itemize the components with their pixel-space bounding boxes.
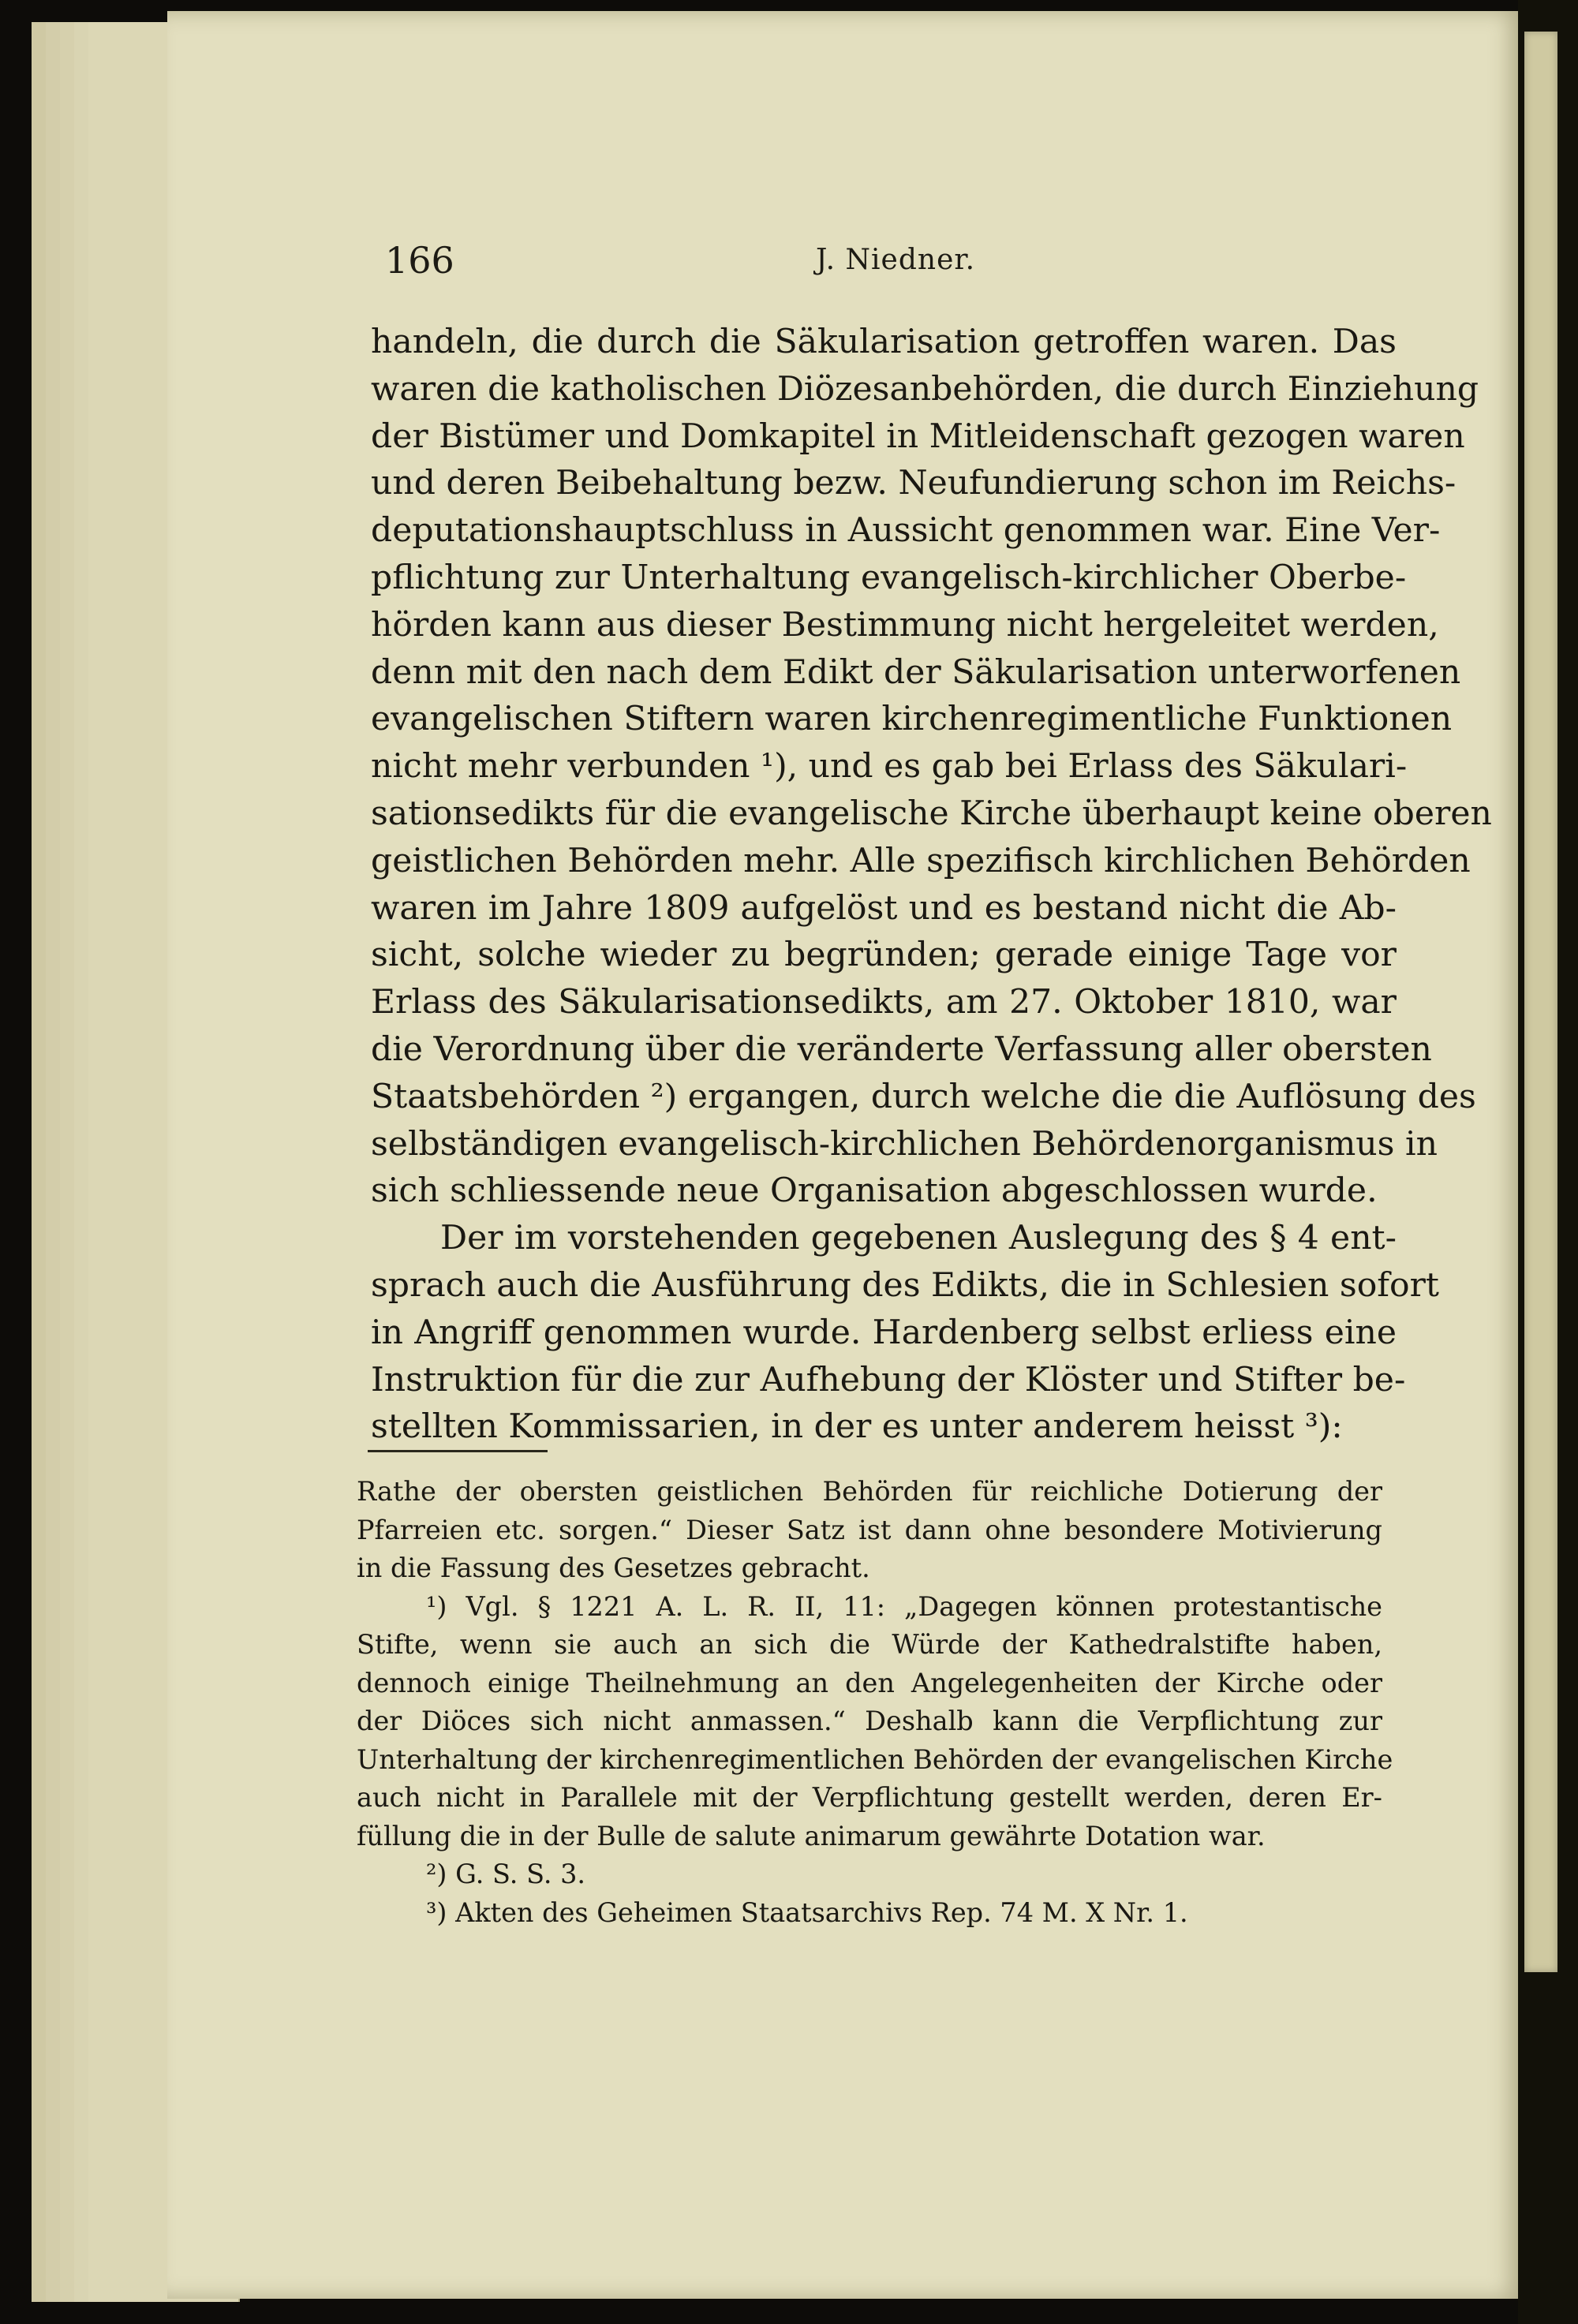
footnotes: [357, 1473, 1393, 1932]
body-line: geistlichen Behörden mehr. Alle spezifisch kirchlichen Behörden: [371, 841, 1471, 880]
body-line: handeln, die durch die Säkularisation getroffen waren. Das: [371, 323, 1397, 361]
body-line: selbständigen evangelisch-kirchlichen Behördenorganismus in: [371, 1124, 1438, 1164]
footnote-line: Unterhaltung der kirchenregimentlichen Behörden der evangelischen Kirche: [357, 1743, 1393, 1775]
body-line: denn mit den nach dem Edikt der Säkularisation unterworfenen: [371, 652, 1461, 692]
body-line: und deren Beibehaltung bezw. Neufundierung schon im Reichs-: [371, 464, 1456, 503]
body-line: Instruktion für die zur Aufhebung der Klöster und Stifter be-: [371, 1360, 1406, 1399]
running-head-author: J. Niedner.: [816, 244, 976, 276]
book-spine: [1524, 32, 1557, 1972]
footnote-line: ¹) Vgl. § 1221 A. L. R. II, 11: „Dagegen können protestantische: [426, 1590, 1382, 1622]
running-head: [385, 235, 1411, 286]
body-line: stellten Kommissarien, in der es unter anderem heisst ³):: [371, 1407, 1343, 1447]
body-line: pflichtung zur Unterhaltung evangelisch-kirchlicher Oberbe-: [371, 558, 1407, 597]
body-line: Staatsbehörden ²) ergangen, durch welche die die Auflösung des: [371, 1077, 1476, 1116]
footnote-separator: [368, 1450, 548, 1452]
footnote-line: ³) Akten des Geheimen Staatsarchivs Rep. 74 M. X Nr. 1.: [426, 1896, 1188, 1928]
body-line: in Angriff genommen wurde. Hardenberg selbst erliess eine: [371, 1313, 1397, 1352]
footnote-line: dennoch einige Theilnehmung an den Angelegenheiten der Kirche oder: [357, 1667, 1382, 1698]
footnote-line: auch nicht in Parallele mit der Verpflichtung gestellt werden, deren Er-: [357, 1782, 1382, 1813]
body-line: sich schliessende neue Organisation abgeschlossen wurde.: [371, 1171, 1378, 1211]
page-number: 166: [385, 239, 454, 282]
body-line: nicht mehr verbunden ¹), und es gab bei Erlass des Säkulari-: [371, 747, 1408, 786]
footnote-line: füllung die in der Bulle de salute animarum gewährte Dotation war.: [357, 1820, 1266, 1851]
footnote-line: der Diöces sich nicht anmassen.“ Deshalb kann die Verpflichtung zur: [357, 1706, 1382, 1736]
footnote-line: Stifte, wenn sie auch an sich die Würde der Kathedralstifte haben,: [357, 1629, 1382, 1660]
body-line: waren die katholischen Diözesanbehörden, die durch Einziehung: [371, 369, 1479, 409]
footnote-line: Pfarreien etc. sorgen.“ Dieser Satz ist dann ohne besondere Motivierung: [357, 1514, 1382, 1545]
body-line: hörden kann aus dieser Bestimmung nicht hergeleitet werden,: [371, 605, 1439, 645]
body-line: die Verordnung über die veränderte Verfassung aller obersten: [371, 1029, 1432, 1069]
footnote-line: Rathe der obersten geistlichen Behörden für reichliche Dotierung der: [357, 1476, 1382, 1507]
body-line: deputationshauptschluss in Aussicht genommen war. Eine Ver-: [371, 511, 1441, 551]
body-line: sicht, solche wieder zu begründen; gerade einige Tage vor: [371, 936, 1397, 975]
body-line: Der im vorstehenden gegebenen Auslegung des § 4 ent-: [440, 1219, 1397, 1258]
body-line: waren im Jahre 1809 aufgelöst und es bestand nicht die Ab-: [371, 888, 1397, 928]
body-line: Erlass des Säkularisationsedikts, am 27. Oktober 1810, war: [371, 983, 1397, 1022]
body-line: sprach auch die Ausführung des Edikts, die in Schlesien sofort: [371, 1265, 1440, 1305]
body-line: evangelischen Stiftern waren kirchenregimentliche Funktionen: [371, 700, 1453, 739]
body-line: sationsedikts für die evangelische Kirche überhaupt keine oberen: [371, 794, 1492, 833]
footnote-line: ²) G. S. S. 3.: [426, 1859, 586, 1889]
footnote-line: in die Fassung des Gesetzes gebracht.: [357, 1552, 870, 1583]
body-line: der Bistümer und Domkapitel in Mitleidenschaft gezogen waren: [371, 417, 1465, 456]
body-text: [371, 319, 1492, 1451]
